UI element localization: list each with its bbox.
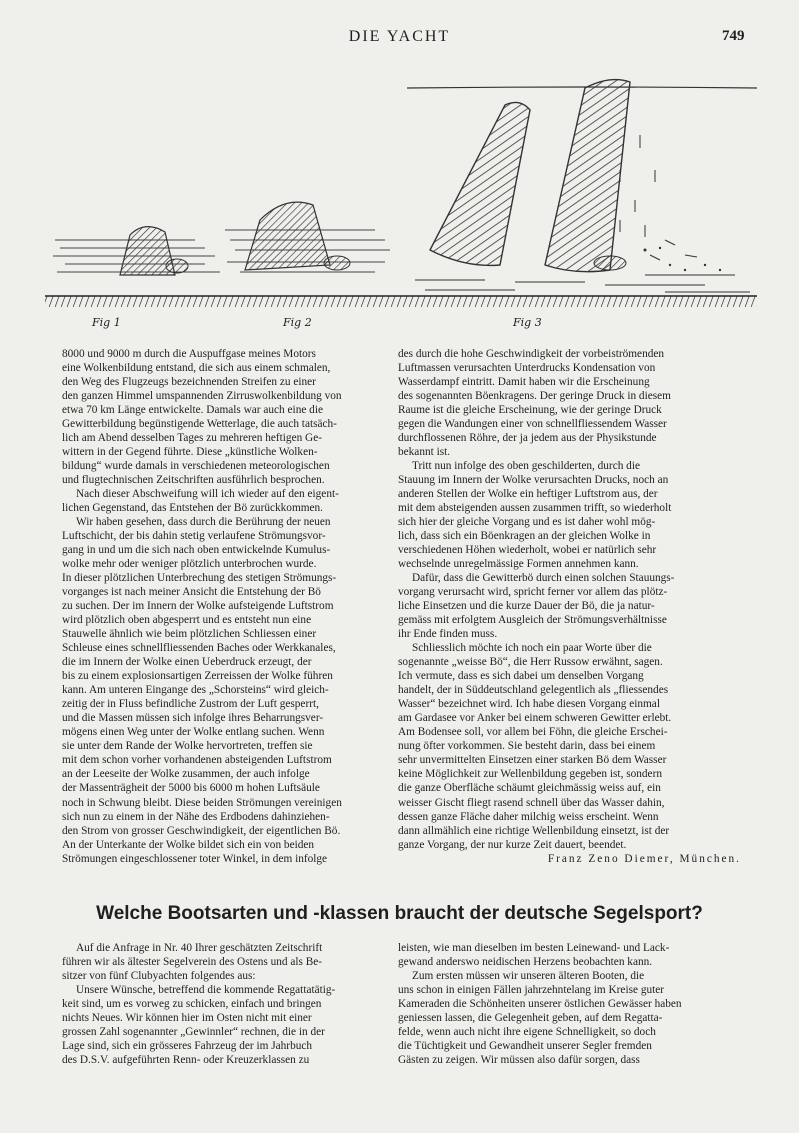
text-line: Schliesslich möchte ich noch ein paar Worte über die	[412, 642, 652, 655]
text-line: lichen Gegenstand, das Entstehen der Bö zurückkommen.	[62, 502, 324, 515]
text-line: Wasser“ bezeichnet wird. Ich habe diesen Vorgang einmal	[398, 698, 660, 711]
article-author: Franz Zeno Diemer, München.	[547, 852, 741, 865]
text-line: die im Innern der Wolke einen Ueberdruck erzeugt, der	[62, 656, 312, 669]
text-line: sogenannte „weisse Bö“, die Herr Russow erwähnt, sagen.	[398, 656, 663, 669]
text-line: Auf die Anfrage in Nr. 40 Ihrer geschätzten Zeitschrift	[76, 942, 323, 954]
text-line: vorganges ist nach meiner Ansicht die Entstehung der Bö	[62, 586, 321, 599]
text-line: wolke mehr oder weniger plötzlich unterbrochen wurde.	[62, 558, 317, 571]
text-line: des durch die hohe Geschwindigkeit der vorbeiströmenden	[398, 348, 665, 360]
text-line: Raume ist die gleiche Erscheinung, wie der geringe Druck	[398, 404, 662, 417]
text-line: am Gardasee vor Anker bei einem schweren Gewitter erlebt.	[398, 712, 672, 725]
text-line: ihr Ende finden muss.	[398, 628, 498, 641]
text-line: Kameraden die Schönheiten unserer östlichen Gewässer haben	[398, 998, 682, 1011]
text-line: Wasserdampf eintritt. Damit haben wir die Erscheinung	[398, 376, 650, 389]
text-line: sehr unvermittelten Einsetzen einer starken Bö dem Wasser	[398, 754, 667, 767]
text-line: des D.S.V. aufgeführten Renn- oder Kreuzerklassen zu	[62, 1054, 310, 1067]
article2-column-right	[398, 941, 741, 1067]
text-line: bekannt ist.	[398, 446, 451, 459]
text-line: mit dem absteigenden aussen zusammen trifft, so wiederholt	[398, 502, 672, 515]
text-line: Tritt nun infolge des oben geschilderten, durch die	[412, 460, 640, 473]
text-line: An der Unterkante der Wolke bildet sich ein von beiden	[62, 838, 315, 851]
text-line: kann. Am unteren Eingange des „Schorsteins“ wird gleich-	[62, 684, 329, 697]
text-line: des sogenannten Böenkragens. Der geringe Druck in diesem	[398, 390, 671, 403]
text-line: gang in und um die sich nach oben entwickelnde Kumulus-	[62, 544, 331, 557]
text-line: felde, wenn auch nicht ihre eigene Schnelligkeit, so doch	[398, 1026, 656, 1039]
text-line: anderen Stellen der Wolke ein heftiger Luftstrom aus, der	[398, 488, 658, 501]
text-line: noch in Schwung bleibt. Diese beiden Strömungen vereinigen	[62, 796, 342, 809]
text-line: vorgang verursacht wird, spricht ferner vor allem das plötz-	[398, 586, 668, 599]
text-line: liche Einsetzen und die kurze Dauer der Bö, die ja natur-	[398, 600, 655, 613]
text-line: zeitig der in Fluss befindliche Zustrom der Luft gesperrt,	[62, 698, 319, 711]
text-line: lich, dass sich ein Böenkragen an der gleichen Wolke in	[398, 530, 651, 543]
page-number: 749	[722, 28, 745, 44]
text-line: Zum ersten müssen wir unseren älteren Booten, die	[412, 970, 645, 983]
text-line: an der Leeseite der Wolke zusammen, der auch infolge	[62, 768, 310, 781]
text-line: grossen Zahl sogenannter „Gewinnler“ rechnen, die in der	[62, 1026, 325, 1039]
text-line: mit dem schon vorher vorhandenen absteigenden Luftstrom	[62, 754, 332, 767]
text-line: wechselnde unregelmässige Formen annehmen kann.	[398, 558, 639, 571]
text-line: gegen die Wandungen einer von schnellfliessendem Wasser	[398, 418, 667, 431]
text-line: den Strom von grosser Geschwindigkeit, der eigentlichen Bö.	[62, 824, 341, 837]
text-line: lich am Abend desselben Tages zu mehreren heftigen Ge-	[62, 432, 322, 445]
text-line: Stauung im Innern der Wolke verursachten Drucks, noch an	[398, 474, 669, 487]
text-line: Wir haben gesehen, dass durch die Berührung der neuen	[76, 516, 331, 529]
text-line: Schleuse eines schnellfliessenden Baches oder Werkkanales,	[62, 642, 336, 655]
text-line: nichts Neues. Wir können hier im Osten nicht mit einer	[62, 1012, 312, 1025]
text-line: Am Bodensee soll, vor allem bei Föhn, die gleiche Erschei-	[398, 726, 668, 739]
text-line: Luftmassen verursachten Unterdrucks Kondensation von	[398, 362, 656, 375]
article2-column-left	[62, 941, 378, 1067]
text-line: Nach dieser Abschweifung will ich wieder auf den eigent-	[76, 488, 339, 501]
text-line: Gästen zu zeigen. Wir müssen also dafür sorgen, dass	[398, 1054, 640, 1067]
text-line: den ganzen Himmel umspannenden Zirruswolkenbildung von	[62, 390, 342, 403]
text-line: dessen ganze Fläche daher milchig weiss erscheint. Wenn	[398, 810, 659, 823]
text-line: geniessen lassen, die Gelegenheit geben, auf dem Regatta-	[398, 1012, 663, 1025]
text-line: verschiedenen Höhen wiederholt, wobei er natürlich sehr	[398, 544, 657, 557]
text-line: dann allmählich eine richtige Wellenbildung einsetzt, ist der	[398, 824, 670, 837]
text-line: Strömungen eingeschlossener toter Winkel, in dem infolge	[62, 852, 328, 865]
text-line: gewand anderswo neidischen Herzens beobachten kann.	[398, 956, 653, 969]
text-line: sich nun zu einem in der Nähe des Erdbodens dahinziehen-	[62, 810, 330, 823]
text-line: und flugtechnischen Zeitschriften ausführlich besprochen.	[62, 474, 325, 487]
text-line: ganze Vorgang, der nur kurze Zeit dauert, beendet.	[398, 838, 627, 851]
cloud-diagram-drawing	[45, 70, 757, 340]
text-line: handelt, der in Süddeutschland gelegentlich als „fliessendes	[398, 684, 669, 697]
text-line: Ich vermute, dass es sich dabei um denselben Vorgang	[398, 670, 644, 683]
text-line: sitzer von fünf Clubyachten folgendes aus:	[62, 970, 256, 983]
text-line: die Tüchtigkeit und Gewandheit unserer Segler fremden	[398, 1040, 652, 1053]
figure-label-3: Fig 3	[513, 316, 542, 329]
figure-label-1: Fig 1	[92, 316, 121, 329]
text-line: bildung“ wurde damals in verschiedenen meteorologischen	[62, 460, 330, 473]
text-line: zu suchen. Der im Innern der Wolke aufsteigende Luftstrom	[62, 600, 334, 613]
text-line: mögens einen Weg unter der Wolke entlang suchen. Wenn	[62, 726, 325, 739]
text-line: Unsere Wünsche, betreffend die kommende Regattatätig-	[76, 984, 336, 997]
text-line: weisser Gischt fliegt rasend schnell über das Wasser dahin,	[398, 796, 665, 809]
text-line: Dafür, dass die Gewitterbö durch einen solchen Stauungs-	[412, 572, 675, 585]
article2-title: Welche Bootsarten und -klassen braucht der deutsche Segelsport?	[96, 903, 703, 924]
text-line: In dieser plötzlichen Unterbrechung des stetigen Strömungs-	[62, 572, 337, 585]
text-line: führen wir als ältester Segelverein des Ostens und als Be-	[62, 956, 323, 969]
text-line: sich hier der gleiche Vorgang und es ist daher wohl mög-	[398, 516, 656, 529]
text-line: keit sind, um es vorweg zu schicken, einfach und bringen	[62, 998, 322, 1011]
text-line: gemäss mit erfolgtem Ausgleich der Strömungsverhältnisse	[398, 614, 667, 627]
text-line: die ganze Oberfläche schäumt gleichmässig weiss auf, ein	[398, 782, 661, 795]
text-line: nung öfter vorkommen. Sie besteht darin, dass bei einem	[398, 740, 656, 753]
text-line: Lage sind, sich ein grösseres Fahrzeug der im Jahrbuch	[62, 1040, 313, 1053]
cloud-diagram-figure	[45, 70, 757, 340]
article1-column-right	[398, 347, 741, 866]
text-line: leisten, wie man dieselben im besten Leinewand- und Lack-	[398, 942, 670, 954]
text-line: Gewitterbildung begünstigende Wetterlage, die auch tatsäch-	[62, 418, 337, 431]
text-line: 8000 und 9000 m durch die Auspuffgase meines Motors	[62, 348, 316, 360]
text-line: Luftschicht, der bis dahin stetig verlaufene Strömungsvor-	[62, 530, 326, 543]
text-line: keine Möglichkeit zur Wellenbildung gegeben ist, sondern	[398, 768, 662, 781]
figure-label-2: Fig 2	[283, 316, 312, 329]
text-line: sie unter dem Rande der Wolke hervortreten, treffen sie	[62, 740, 313, 753]
text-line: bis zu einem explosionsartigen Zerreissen der Wolke führen	[62, 670, 333, 683]
text-line: wird plötzlich oben abgesperrt und es entsteht nun eine	[62, 614, 312, 627]
text-line: durchflossenen Röhre, der ja jedem aus der Physikstunde	[398, 432, 657, 445]
text-line: uns schon in einigen Fällen jahrzehntelang im Kreise guter	[398, 984, 665, 997]
text-line: etwa 70 km Länge entwickelte. Damals war auch eine die	[62, 404, 323, 417]
text-line: wittern in der Gegend führte. Diese „künstliche Wolken-	[62, 446, 318, 459]
article1-column-left	[62, 347, 378, 866]
text-line: Stauwelle ähnlich wie beim plötzlichen Schliessen einer	[62, 628, 317, 641]
page-header-title: DIE YACHT	[348, 28, 451, 45]
text-line: und die Massen müssen sich infolge ihres Beharrungsver-	[62, 712, 324, 725]
text-line: den Weg des Flugzeugs bezeichnenden Streifen zu einer	[62, 376, 316, 389]
text-line: der Massenträgheit der 5000 bis 6000 m hohen Luftsäule	[62, 782, 320, 795]
text-line: eine Wolkenbildung entstand, die sich aus einem schmalen,	[62, 362, 331, 375]
